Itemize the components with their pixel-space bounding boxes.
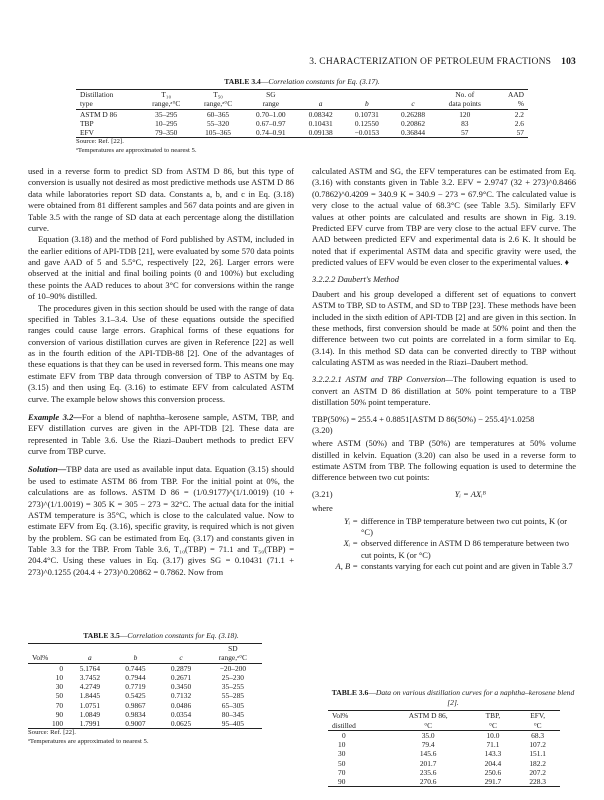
table-cell: 71.1 bbox=[486, 740, 500, 750]
table-header-cell bbox=[298, 90, 344, 100]
table-header-cell: a bbox=[318, 99, 323, 109]
table-cell: 55–285 bbox=[221, 691, 244, 701]
table-cell: 25–230 bbox=[221, 672, 244, 682]
subsection-heading: 3.2.2.2.1 ASTM and TBP Conversion— bbox=[312, 374, 453, 385]
table-cell: 235.6 bbox=[419, 767, 437, 777]
table-header-cell: a bbox=[88, 653, 92, 663]
table-cell: 10–295 bbox=[155, 118, 178, 128]
header-title: 3. CHARACTERIZATION OF PETROLEUM FRACTIONS bbox=[309, 57, 552, 67]
table-header-cell: SG bbox=[266, 90, 276, 100]
table-3-6 bbox=[328, 688, 578, 787]
table-cell: 204.4 bbox=[484, 758, 502, 768]
table-row bbox=[28, 682, 262, 691]
right-column bbox=[312, 166, 576, 572]
where-label: where bbox=[312, 503, 333, 514]
table-row bbox=[76, 128, 528, 138]
paragraph: Daubert and his group developed a different set of equations to convert ASTM to TBP, SD to ASTM, and SD to TBP [23]. These methods have been included in the sixth edition of API-TDB [2] and are given in this section. In these methods, first conversion should be made at 50% point and then the difference between two cut points are correlated in a form similar to Eq. (3.14). In this method SD data can be converted directly to TBP without calculating ASTM as was needed in the Riazi–Daubert method. bbox=[312, 288, 576, 367]
table-cell: 120 bbox=[459, 109, 471, 119]
example-text: For a blend of naphtha–kerosene sample, ASTM, TBP, and EFV distillation curves are given in the API-TDB [2]. These data are represented in Table 3.6. Use the Riazi–Daubert methods to predict EFV curve from TBP curve. bbox=[28, 411, 294, 456]
table-cell: 10 bbox=[338, 740, 346, 750]
paragraph: The procedures given in this section should be used with the range of data specified in Tables 3.1–3.4. Use of these equations outside the specified ranges could cause large errors. Graphical forms of these equations for conversion of various distillation curves are given in Reference [22] as well as in the fourth edition of the API-TDB-88 [2]. One of the advantages of these equations is that they can be used in reversed form. This means one may estimate EFV from TBP data through conversion of TBP to ASTM by Eq. (3.15) and then using Eq. (3.16) to estimate EFV from calculated ASTM curve. The example below shows this conversion process. bbox=[28, 302, 294, 404]
table-cell: 0.7719 bbox=[125, 682, 146, 692]
table-row bbox=[328, 730, 560, 740]
table-cell: 0.2879 bbox=[170, 663, 192, 673]
table-cell: 0.20862 bbox=[401, 118, 426, 128]
table-3-5-caption: TABLE 3.5—Correlation constants for Eq. (3.18). bbox=[83, 631, 239, 640]
solution-paragraph bbox=[28, 464, 294, 578]
table-cell: −0.0153 bbox=[354, 128, 380, 138]
table-cell: 5.1764 bbox=[79, 663, 101, 673]
table-caption-text: Data on various distillation curves for a naphtha–kerosene blend [2]. bbox=[375, 688, 575, 708]
table-3-6-grid bbox=[328, 710, 560, 787]
table-header-cell: range,ᵃ°C bbox=[203, 99, 233, 109]
table-cell: 0.9834 bbox=[125, 709, 146, 719]
table-header-cell: c bbox=[179, 653, 183, 663]
subsection-paragraph bbox=[312, 374, 576, 408]
example-paragraph bbox=[28, 412, 294, 458]
table-cell: 250.6 bbox=[484, 767, 502, 777]
table-3-4 bbox=[76, 77, 528, 156]
table-cell: 0.9867 bbox=[125, 700, 146, 710]
table-cell: 105–365 bbox=[205, 128, 231, 138]
table-header-cell: No. of bbox=[455, 90, 475, 100]
table-cell: 79.4 bbox=[421, 740, 435, 750]
table-cell: 0.67–0.97 bbox=[256, 118, 286, 128]
table-header-cell: °C bbox=[489, 720, 497, 730]
table-caption-text: Correlation constants for Eq. (3.17). bbox=[268, 77, 380, 86]
definition-text: constants varying for each cut point and are given in Table 3.7 bbox=[361, 561, 573, 571]
page-number: 103 bbox=[561, 57, 576, 67]
table-header-cell: Vol% bbox=[332, 711, 349, 721]
table-cell: 0.74–0.91 bbox=[256, 128, 286, 138]
table-cell: 30 bbox=[338, 749, 346, 759]
equation-3-21 bbox=[312, 489, 576, 500]
definition-text: observed difference in ASTM D 86 temperature between two cut points, K (or °C) bbox=[361, 538, 570, 560]
solution-text: TBP data are used as available input data. Equation (3.15) should be used to estimate ASTM 86 from TBP. For the initial point at 0%, the calculations are as follows. ASTM D 86 = (1/0.9177)^(1/1.0019) (10 + 273)^(1/1.0019) = 305 K = 305 − 273 = 32°C. The actual data for the initial ASTM temperature is 35°C, which is close to the calculated value. Now to estimate EFV from Eq. (3.16), specific gravity, is required which is not given by the problem. SG can be estimated from Eq. (3.17) and constants given in Table 3.3 for the TBP. From Table 3.6, T₁₀(TBP) = 71.1 and T₅₀(TBP) = 204.4°C. Using these values in Eq. (3.17) gives SG = 0.10431 (71.1 + 273)^0.1255 (204.4 + 273)^0.20862 = 0.7862. Now from bbox=[28, 464, 294, 577]
table-cell: 1.0751 bbox=[79, 700, 101, 710]
table-row bbox=[76, 109, 528, 119]
table-3-4-grid bbox=[76, 89, 528, 138]
table-row bbox=[28, 691, 262, 700]
table-cell: 270.6 bbox=[419, 777, 437, 787]
table-header-cell: Vol% bbox=[32, 653, 49, 663]
table-header-cell: T₅₀ bbox=[213, 90, 223, 100]
table-header-cell: °C bbox=[533, 720, 542, 730]
table-row bbox=[28, 719, 262, 729]
table-cell: 10 bbox=[55, 672, 64, 682]
table-3-4-caption: TABLE 3.4—Correlation constants for Eq. (3.17). bbox=[224, 77, 380, 86]
table-header-row bbox=[328, 711, 560, 721]
equation-expression: Yᵢ = AXᵢᴮ bbox=[454, 488, 486, 499]
table-cell: 1.8445 bbox=[79, 691, 101, 701]
table-3-6-caption: TABLE 3.6—Data on various distillation curves for a naphtha–kerosene blend [2]. bbox=[331, 688, 575, 708]
table-cell: 0.0354 bbox=[170, 709, 192, 719]
table-cell: 30 bbox=[55, 682, 64, 692]
paragraph: calculated ASTM and SG, the EFV temperatures can be estimated from Eq. (3.16) with constants given in Table 3.2. EFV = 2.9747 (32 + 273)^0.8466 (0.7862)^0.4209 = 340.9 K = 340.9 − 273 = 67.9°C. The calculated value is very close to the actual value of 68.3°C (see Table 3.5). Similarly EFV values at other points are calculated and results are shown in Fig. 3.19. Predicted EFV curve from TBP are very close to the actual EFV curve. The AAD between predicted EFV and experimental data is 2.6 K. It should be noted that if experimental ASTM data and specific gravity were used, the predicted values of EFV would be even closer to the experimental values. ♦ bbox=[312, 166, 576, 267]
table-header-cell: range,ᵃ°C bbox=[218, 653, 247, 663]
table-cell: 0.0486 bbox=[170, 700, 192, 710]
definition-list bbox=[312, 516, 576, 573]
equation-expression: TBP(50%) = 255.4 + 0.8851[ASTM D 86(50%) − 255.4]^1.0258 bbox=[312, 413, 535, 424]
table-cell: 201.7 bbox=[419, 758, 437, 768]
table-header-cell: distilled bbox=[332, 720, 356, 730]
table-row bbox=[328, 759, 560, 768]
table-header-cell: range bbox=[262, 99, 280, 109]
table-cell: 83 bbox=[461, 118, 469, 128]
definition-item bbox=[312, 516, 576, 539]
table-header-cell: b bbox=[364, 99, 369, 109]
table-label: TABLE 3.6 bbox=[331, 688, 369, 697]
table-header-cell: data points bbox=[448, 99, 481, 109]
table-header-cell: AAD bbox=[507, 90, 524, 100]
table-header-cell: ASTM D 86, bbox=[408, 711, 448, 721]
table-header-cell: range,ᵃ°C bbox=[152, 99, 181, 109]
table-header-cell: EFV, bbox=[530, 711, 546, 721]
example-label: Example 3.2— bbox=[28, 411, 82, 422]
table-cell: 0 bbox=[342, 730, 346, 740]
definition-item bbox=[312, 538, 576, 561]
table-header-cell bbox=[67, 644, 113, 654]
table-header-row bbox=[76, 90, 528, 100]
table-header-cell bbox=[390, 90, 436, 100]
table-cell: 143.3 bbox=[484, 749, 502, 759]
paragraph: Equation (3.18) and the method of Ford published by ASTM, included in the earlier editions of API-TDB [21], were evaluated by some 570 data points and gave AAD of 5 and 5.5°C, respectively [22, 26]. Larger errors were observed at the initial and final boiling points (0 and 100%) but excluding these points the AAD reduces to about 3°C for conversions within the range of 10–90% distilled. bbox=[28, 234, 294, 302]
table-cell: 95–405 bbox=[221, 719, 244, 729]
table-cell: 207.2 bbox=[529, 767, 546, 777]
table-cell: 50 bbox=[338, 758, 346, 768]
table-cell: 3.7452 bbox=[79, 672, 101, 682]
table-cell: 100 bbox=[51, 719, 64, 729]
table-cell: 10.0 bbox=[486, 730, 500, 740]
running-header bbox=[28, 56, 576, 68]
table-header-row bbox=[28, 653, 262, 663]
table-cell: 57 bbox=[461, 128, 469, 138]
equation-number: (3.21) bbox=[312, 488, 333, 499]
solution-label: Solution— bbox=[28, 464, 67, 475]
table-header-row bbox=[76, 99, 528, 109]
table-cell: 2.2 bbox=[514, 109, 524, 119]
paragraph: used in a reverse form to predict SD from ASTM D 86, but this type of conversion is usually not desired as most predictive methods use ASTM D 86 data while laboratories report SD data. Constants a, b, and c in Eq. (3.18) were obtained from 81 different samples and 567 data points and are given in Table 3.5 with the range of SD data at each percentage along the distillation curve. bbox=[28, 166, 294, 233]
table-cell: 0.2671 bbox=[170, 672, 192, 682]
section-heading: 3.2.2.2 Daubert's Method bbox=[312, 274, 400, 285]
table-cell: 70 bbox=[55, 700, 64, 710]
table-row bbox=[328, 749, 560, 758]
table-cell: 0.09138 bbox=[308, 128, 333, 138]
table-header-cell: b bbox=[133, 653, 138, 663]
table-header-cell: c bbox=[411, 99, 415, 109]
table-cell: 0.10431 bbox=[308, 118, 333, 128]
table-cell: 145.6 bbox=[419, 749, 437, 759]
table-cell: 60–365 bbox=[206, 109, 230, 119]
table-cell: 35.0 bbox=[421, 730, 435, 740]
table-cell: 0.0625 bbox=[170, 719, 192, 729]
table-header-cell: % bbox=[517, 99, 524, 109]
table-row bbox=[328, 768, 560, 777]
table-cell: 50 bbox=[55, 691, 64, 701]
table-cell: 151.1 bbox=[529, 749, 546, 759]
table-cell: 0.7445 bbox=[125, 663, 146, 673]
table-row bbox=[28, 701, 262, 710]
table-source: Source: Ref. [22]. bbox=[28, 729, 76, 737]
table-source: Source: Ref. [22]. bbox=[76, 138, 124, 146]
table-cell: 57 bbox=[516, 128, 524, 138]
table-cell: ASTM D 86 bbox=[80, 109, 117, 119]
paragraph: where ASTM (50%) and TBP (50%) are temperatures at 50% volume distilled in kelvin. Equation (3.20) can also be used in a reverse form to estimate ASTM from TBP. The following equation is used to determine the difference between two cut points: bbox=[312, 438, 576, 483]
definition-text: difference in TBP temperature between two cut points, K (or °C) bbox=[361, 515, 568, 537]
table-cell: 228.3 bbox=[529, 777, 546, 787]
subsection-text: The following equation is used to convert an ASTM D 86 distillation at 50% point temperature to a TBP distillation 50% point temperature. bbox=[312, 374, 576, 408]
table-cell: 0.7132 bbox=[170, 691, 192, 701]
table-cell: 90 bbox=[55, 709, 64, 719]
table-cell: TBP bbox=[80, 118, 94, 128]
table-cell: 68.3 bbox=[531, 730, 545, 740]
table-row bbox=[28, 663, 262, 673]
table-cell: 2.6 bbox=[514, 118, 524, 128]
table-header-cell bbox=[158, 644, 204, 654]
equation-3-20 bbox=[312, 414, 576, 437]
table-footnote: ᵃTemperatures are approximated to nearest 5. bbox=[28, 738, 149, 746]
table-cell: 0.70–1.00 bbox=[256, 109, 286, 119]
table-cell: EFV bbox=[80, 128, 94, 138]
table-cell: 1.0849 bbox=[79, 709, 101, 719]
table-cell: 0.10731 bbox=[354, 109, 379, 119]
table-cell: 0.12550 bbox=[354, 118, 379, 128]
table-cell: 35–255 bbox=[221, 682, 244, 692]
table-header-cell: Distillation bbox=[80, 90, 114, 100]
definition-symbol: Xᵢ = bbox=[343, 538, 358, 549]
table-cell: 55–320 bbox=[206, 118, 230, 128]
table-cell: 70 bbox=[338, 767, 346, 777]
table-header-cell: °C bbox=[424, 720, 433, 730]
table-cell: 35–295 bbox=[155, 109, 178, 119]
table-header-row bbox=[328, 721, 560, 731]
definition-symbol: A, B = bbox=[335, 561, 358, 571]
table-row bbox=[328, 740, 560, 749]
table-row bbox=[28, 673, 262, 682]
table-cell: −20–200 bbox=[219, 663, 247, 673]
table-row bbox=[328, 777, 560, 787]
table-cell: 90 bbox=[338, 777, 346, 787]
table-header-cell bbox=[344, 90, 391, 100]
table-cell: 182.2 bbox=[529, 758, 546, 768]
table-cell: 79–350 bbox=[155, 128, 178, 138]
table-cell: 0.7944 bbox=[125, 672, 146, 682]
table-cell: 0.08342 bbox=[308, 109, 333, 119]
table-cell: 0.36844 bbox=[401, 128, 426, 138]
table-cell: 0 bbox=[59, 663, 64, 673]
left-column bbox=[28, 166, 294, 578]
table-row bbox=[76, 119, 528, 128]
table-row bbox=[28, 710, 262, 719]
table-label: TABLE 3.4 bbox=[224, 77, 261, 86]
table-cell: 107.2 bbox=[529, 740, 546, 750]
table-cell: 4.2749 bbox=[79, 682, 101, 692]
table-header-cell bbox=[28, 644, 67, 654]
table-cell: 1.7991 bbox=[79, 719, 101, 729]
table-header-cell: TBP, bbox=[485, 711, 501, 721]
table-3-5-grid bbox=[28, 643, 262, 729]
table-header-cell: T₁₀ bbox=[161, 90, 172, 100]
table-cell: 291.7 bbox=[484, 777, 502, 787]
table-cell: 65–305 bbox=[221, 700, 244, 710]
table-cell: 0.9007 bbox=[125, 719, 146, 729]
table-header-cell bbox=[113, 644, 159, 654]
table-cell: 0.26288 bbox=[401, 109, 426, 119]
table-header-cell: type bbox=[80, 99, 93, 109]
table-cell: 0.5425 bbox=[125, 691, 146, 701]
table-caption-text: Correlation constants for Eq. (3.18). bbox=[127, 631, 239, 640]
table-header-cell: SD bbox=[228, 644, 238, 654]
equation-number: (3.20) bbox=[312, 424, 333, 435]
definition-item bbox=[312, 561, 576, 572]
definition-symbol: Yᵢ = bbox=[344, 515, 358, 526]
table-3-5 bbox=[28, 631, 294, 747]
table-cell: 0.3450 bbox=[170, 682, 192, 692]
table-header-row bbox=[28, 644, 262, 654]
table-cell: 80–345 bbox=[221, 709, 244, 719]
table-footnote: ᵃTemperatures are approximated to nearest 5. bbox=[76, 147, 197, 155]
table-label: TABLE 3.5 bbox=[83, 631, 120, 640]
